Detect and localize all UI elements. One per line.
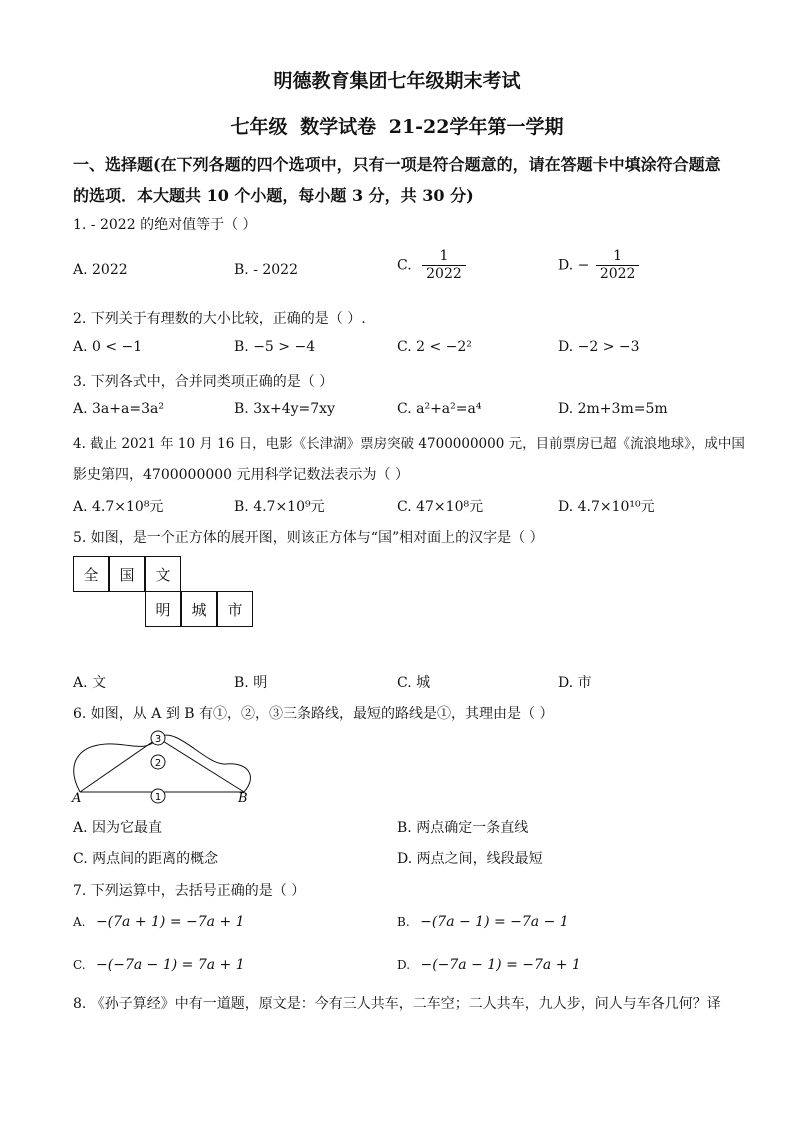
question-3-option-a: A. 3a+a=3a² xyxy=(73,401,164,417)
question-1-option-c xyxy=(397,248,466,283)
option-c-label: C. xyxy=(73,958,86,972)
cube-face-ming: 明 xyxy=(145,591,181,627)
cube-face-guo: 国 xyxy=(109,556,145,592)
fraction-c-denominator: 2022 xyxy=(422,265,466,283)
question-7-stem: 7. 下列运算中，去括号正确的是（ ） xyxy=(73,883,306,899)
question-3-option-d: D. 2m+3m=5m xyxy=(558,401,668,417)
cube-face-wen: 文 xyxy=(145,556,181,592)
point-b-label: B xyxy=(238,791,248,806)
option-a-label: A. xyxy=(73,915,86,929)
question-4-option-c: C. 47×10⁸元 xyxy=(397,499,484,515)
question-4-option-d: D. 4.7×10¹⁰元 xyxy=(558,499,655,515)
exam-title: 明德教育集团七年级期末考试 xyxy=(273,70,521,92)
question-7-option-d xyxy=(397,957,581,973)
question-3-option-b: B. 3x+4y=7xy xyxy=(234,401,335,417)
option-c-label: C. xyxy=(397,257,412,274)
question-5-option-d: D. 市 xyxy=(558,675,592,691)
section-heading-line1: 一、选择题(在下列各题的四个选项中，只有一项是符合题意的，请在答题卡中填涂符合题意 xyxy=(73,155,721,174)
question-6-stem: 6. 如图，从 A 到 B 有①，②，③三条路线，最短的路线是①，其理由是（ ） xyxy=(73,706,554,722)
cube-face-quan: 全 xyxy=(73,556,109,592)
question-2-option-b: B. −5 > −4 xyxy=(234,339,316,355)
option-b-expression: −(7a − 1) = −7a − 1 xyxy=(420,914,569,930)
question-6-option-c: C. 两点间的距离的概念 xyxy=(73,851,219,867)
fraction-d-denominator: 2022 xyxy=(596,265,640,283)
route-3-marker-label: 3 xyxy=(154,734,162,745)
option-c-expression: −(−7a − 1) = 7a + 1 xyxy=(96,957,245,973)
route-2-marker-label: 2 xyxy=(154,758,162,769)
question-3-stem: 3. 下列各式中，合并同类项正确的是（ ） xyxy=(73,374,334,390)
option-a-expression: −(7a + 1) = −7a + 1 xyxy=(95,914,245,930)
question-7-option-c xyxy=(73,957,245,973)
option-d-expression: −(−7a − 1) = −7a + 1 xyxy=(420,957,581,973)
question-3-option-c: C. a²+a²=a⁴ xyxy=(397,401,482,417)
fraction-c-numerator: 1 xyxy=(439,248,449,264)
option-b-label: B. xyxy=(397,915,410,929)
question-6-option-b: B. 两点确定一条直线 xyxy=(397,820,529,836)
question-2-option-c: C. 2 < −2² xyxy=(397,339,472,355)
question-1-option-b: B. - 2022 xyxy=(234,262,298,278)
fraction-d-numerator: 1 xyxy=(613,248,623,264)
question-4-stem-line2: 影史第四，4700000000 元用科学记数法表示为（ ） xyxy=(73,467,409,483)
question-6-option-d: D. 两点之间，线段最短 xyxy=(397,851,543,867)
option-d-label: D. xyxy=(397,958,411,972)
question-7-option-b xyxy=(397,914,569,930)
question-8-stem: 8. 《孙子算经》中有一道题，原文是：今有三人共车，二车空；二人共车，九人步，问人与车各几何？译 xyxy=(73,996,721,1012)
question-4-option-b: B. 4.7×10⁹元 xyxy=(234,499,325,515)
section-heading-line2: 的选项．本大题共 10 个小题，每小题 3 分，共 30 分) xyxy=(73,186,474,205)
cube-face-shi: 市 xyxy=(217,591,253,627)
question-7-option-a xyxy=(73,914,245,930)
option-d-label: D. − xyxy=(558,257,590,274)
point-a-label: A xyxy=(72,791,82,806)
question-5-option-a: A. 文 xyxy=(73,675,107,691)
question-2-option-d: D. −2 > −3 xyxy=(558,339,640,355)
question-1-option-a: A. 2022 xyxy=(73,262,128,278)
route-1-marker-label: 1 xyxy=(154,792,162,803)
question-2-stem: 2. 下列关于有理数的大小比较，正确的是（ ）. xyxy=(73,311,366,327)
route-diagram xyxy=(66,726,266,806)
question-1-option-d xyxy=(558,248,639,283)
question-4-stem-line1: 4. 截止 2021 年 10 月 16 日，电影《长津湖》票房突破 4700000000 元，目前票房已超《流浪地球》，成中国 xyxy=(73,436,745,452)
question-5-stem: 5. 如图，是一个正方体的展开图，则该正方体与“国”相对面上的汉字是（ ） xyxy=(73,530,544,546)
question-1-stem: 1. - 2022 的绝对值等于（ ） xyxy=(73,217,257,233)
cube-face-cheng: 城 xyxy=(181,591,217,627)
exam-subtitle: 七年级 数学试卷 21-22学年第一学期 xyxy=(230,116,564,138)
question-4-option-a: A. 4.7×10⁸元 xyxy=(73,499,164,515)
fraction-d xyxy=(596,248,640,283)
question-5-option-b: B. 明 xyxy=(234,675,268,691)
fraction-c xyxy=(422,248,466,283)
question-6-option-a: A. 因为它最直 xyxy=(73,820,163,836)
question-5-option-c: C. 城 xyxy=(397,675,431,691)
question-2-option-a: A. 0 < −1 xyxy=(73,339,143,355)
